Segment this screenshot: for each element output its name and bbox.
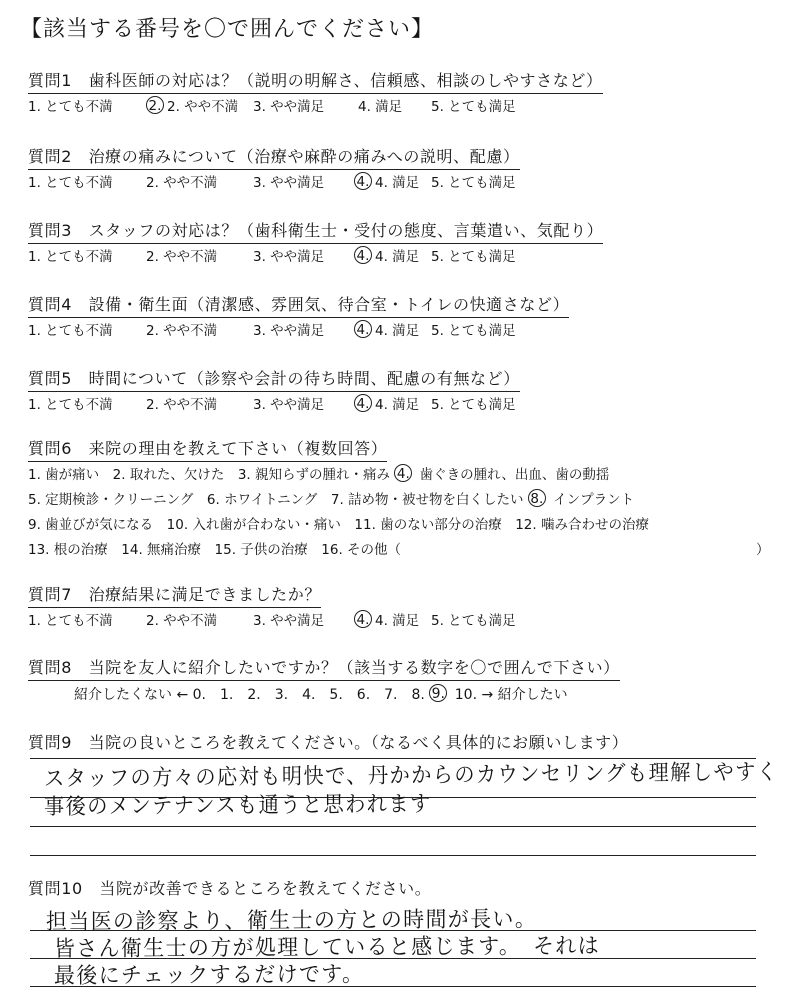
q1-option-5[interactable]: 5. とても満足 <box>431 99 516 115</box>
q10-handwritten-answer-line-3: 最後にチェックするだけです。 <box>53 962 365 989</box>
answer-line <box>30 855 756 856</box>
q5-option-4-selected[interactable]: 4. 4. 満足 <box>354 393 419 413</box>
q6-options-1-3[interactable]: 1. 歯が痛い 2. 取れた、欠けた 3. 親知らずの腫れ・痛み <box>28 467 391 483</box>
q6-option-4-label[interactable]: 歯ぐきの腫れ、出血、歯の動揺 <box>419 467 610 483</box>
q5-option-1[interactable]: 1. とても不満 <box>28 397 113 413</box>
q2-option-3[interactable]: 3. やや満足 <box>253 175 325 191</box>
q3-option-4-selected[interactable]: 4. 4. 満足 <box>354 245 419 265</box>
q8-right-label: → 紹介したい <box>481 687 568 703</box>
selection-circle[interactable]: 8. <box>528 489 546 507</box>
question-5-options <box>28 393 588 411</box>
q7-option-1[interactable]: 1. とても不満 <box>28 613 113 629</box>
question-2-options <box>28 171 588 189</box>
q4-option-2[interactable]: 2. やや不満 <box>146 323 218 339</box>
question-1-options <box>28 95 588 113</box>
q6-options-row-3[interactable]: 9. 歯並びが気になる 10. 入れ歯が合わない・痛い 11. 歯のない部分の治療 12. 噛み合わせの治療 <box>28 517 649 533</box>
selection-circle: 4. <box>354 246 372 264</box>
question-5-title: 質問5 時間について（診察や会計の待ち時間、配慮の有無など） <box>28 366 520 392</box>
question-3-options <box>28 245 588 263</box>
question-8-title: 質問8 当院を友人に紹介したいですか？（該当する数字を〇で囲んで下さい） <box>28 655 620 681</box>
q5-option-3[interactable]: 3. やや満足 <box>253 397 325 413</box>
selection-circle[interactable]: 4. <box>394 464 412 482</box>
q6-options-13-16[interactable]: 13. 根の治療 14. 無痛治療 15. 子供の治療 16. その他（ <box>28 542 402 558</box>
q1-option-4[interactable]: 4. 満足 <box>358 99 403 115</box>
answer-line <box>30 826 756 827</box>
question-4-title: 質問4 設備・衛生面（清潔感、雰囲気、待合室・トイレの快適さなど） <box>28 292 569 318</box>
q8-scale-0-8[interactable]: 0. 1. 2. 3. 4. 5. 6. 7. 8. <box>192 687 425 703</box>
q4-option-5[interactable]: 5. とても満足 <box>431 323 516 339</box>
q9-handwritten-answer-line-1: スタッフの方々の応対も明快で、丹かからのカウンセリングも理解しやすく <box>43 760 779 792</box>
q8-left-label: 紹介したくない ← <box>74 687 189 703</box>
selection-circle: 4. <box>354 394 372 412</box>
q5-option-5[interactable]: 5. とても満足 <box>431 397 516 413</box>
q8-scale-10[interactable]: 10. <box>454 687 478 703</box>
q10-handwritten-answer-line-1: 担当医の診察より、衛生士の方との時間が長い。 <box>45 907 538 935</box>
q3-option-3[interactable]: 3. やや満足 <box>253 249 325 265</box>
q6-options-row-2 <box>28 488 634 508</box>
selection-circle: 2. <box>146 96 164 114</box>
selection-circle[interactable]: 9. <box>429 684 447 702</box>
q1-option-2-selected[interactable]: 2. 2. やや不満 <box>146 95 238 115</box>
q6-option-8-label[interactable]: インプラント <box>553 492 635 508</box>
q7-option-4-selected[interactable]: 4. 4. 満足 <box>354 609 419 629</box>
q4-option-3[interactable]: 3. やや満足 <box>253 323 325 339</box>
q6-options-5-7[interactable]: 5. 定期検診・クリーニング 6. ホワイトニング 7. 詰め物・被せ物を白くしたい <box>28 492 524 508</box>
q1-option-1[interactable]: 1. とても不満 <box>28 99 113 115</box>
q6-other-close-paren: ） <box>756 542 770 558</box>
q3-option-1[interactable]: 1. とても不満 <box>28 249 113 265</box>
q8-recommend-scale <box>74 684 568 704</box>
question-7-options <box>28 609 588 627</box>
q6-options-row-4 <box>28 538 401 558</box>
q7-option-2[interactable]: 2. やや不満 <box>146 613 218 629</box>
q4-option-1[interactable]: 1. とても不満 <box>28 323 113 339</box>
q7-option-3[interactable]: 3. やや満足 <box>253 613 325 629</box>
q2-option-2[interactable]: 2. やや不満 <box>146 175 218 191</box>
question-7-title: 質問7 治療結果に満足できましたか？ <box>28 582 321 608</box>
q6-options-row-1 <box>28 463 609 483</box>
selection-circle: 4. <box>354 172 372 190</box>
selection-circle: 4. <box>354 610 372 628</box>
selection-circle: 4. <box>354 320 372 338</box>
q2-option-1[interactable]: 1. とても不満 <box>28 175 113 191</box>
question-9-title: 質問9 当院の良いところを教えてください。（なるべく具体的にお願いします） <box>28 733 629 752</box>
question-3-title: 質問3 スタッフの対応は？（歯科衛生士・受付の態度、言葉遣い、気配り） <box>28 218 603 244</box>
question-4-options <box>28 319 588 337</box>
question-1-title: 質問1 歯科医師の対応は？（説明の明解さ、信頼感、相談のしやすさなど） <box>28 68 603 94</box>
q4-option-4-selected[interactable]: 4. 4. 満足 <box>354 319 419 339</box>
q1-option-3[interactable]: 3. やや満足 <box>253 99 325 115</box>
q2-option-4-selected[interactable]: 4. 4. 満足 <box>354 171 419 191</box>
question-2-title: 質問2 治療の痛みについて（治療や麻酔の痛みへの説明、配慮） <box>28 144 520 170</box>
q9-handwritten-answer-line-2: 事後のメンテナンスも通うと思われます <box>43 792 432 820</box>
q5-option-2[interactable]: 2. やや不満 <box>146 397 218 413</box>
question-10-title: 質問10 当院が改善できるところを教えてください。 <box>28 879 432 898</box>
question-6-title: 質問6 来院の理由を教えて下さい（複数回答） <box>28 436 387 462</box>
q2-option-5[interactable]: 5. とても満足 <box>431 175 516 191</box>
q3-option-5[interactable]: 5. とても満足 <box>431 249 516 265</box>
q7-option-5[interactable]: 5. とても満足 <box>431 613 516 629</box>
q3-option-2[interactable]: 2. やや不満 <box>146 249 218 265</box>
instruction-header: 【該当する番号を〇で囲んでください】 <box>20 17 435 42</box>
q10-handwritten-answer-line-2: 皆さん衛生士の方が処理していると感じます。 それは <box>53 933 601 962</box>
